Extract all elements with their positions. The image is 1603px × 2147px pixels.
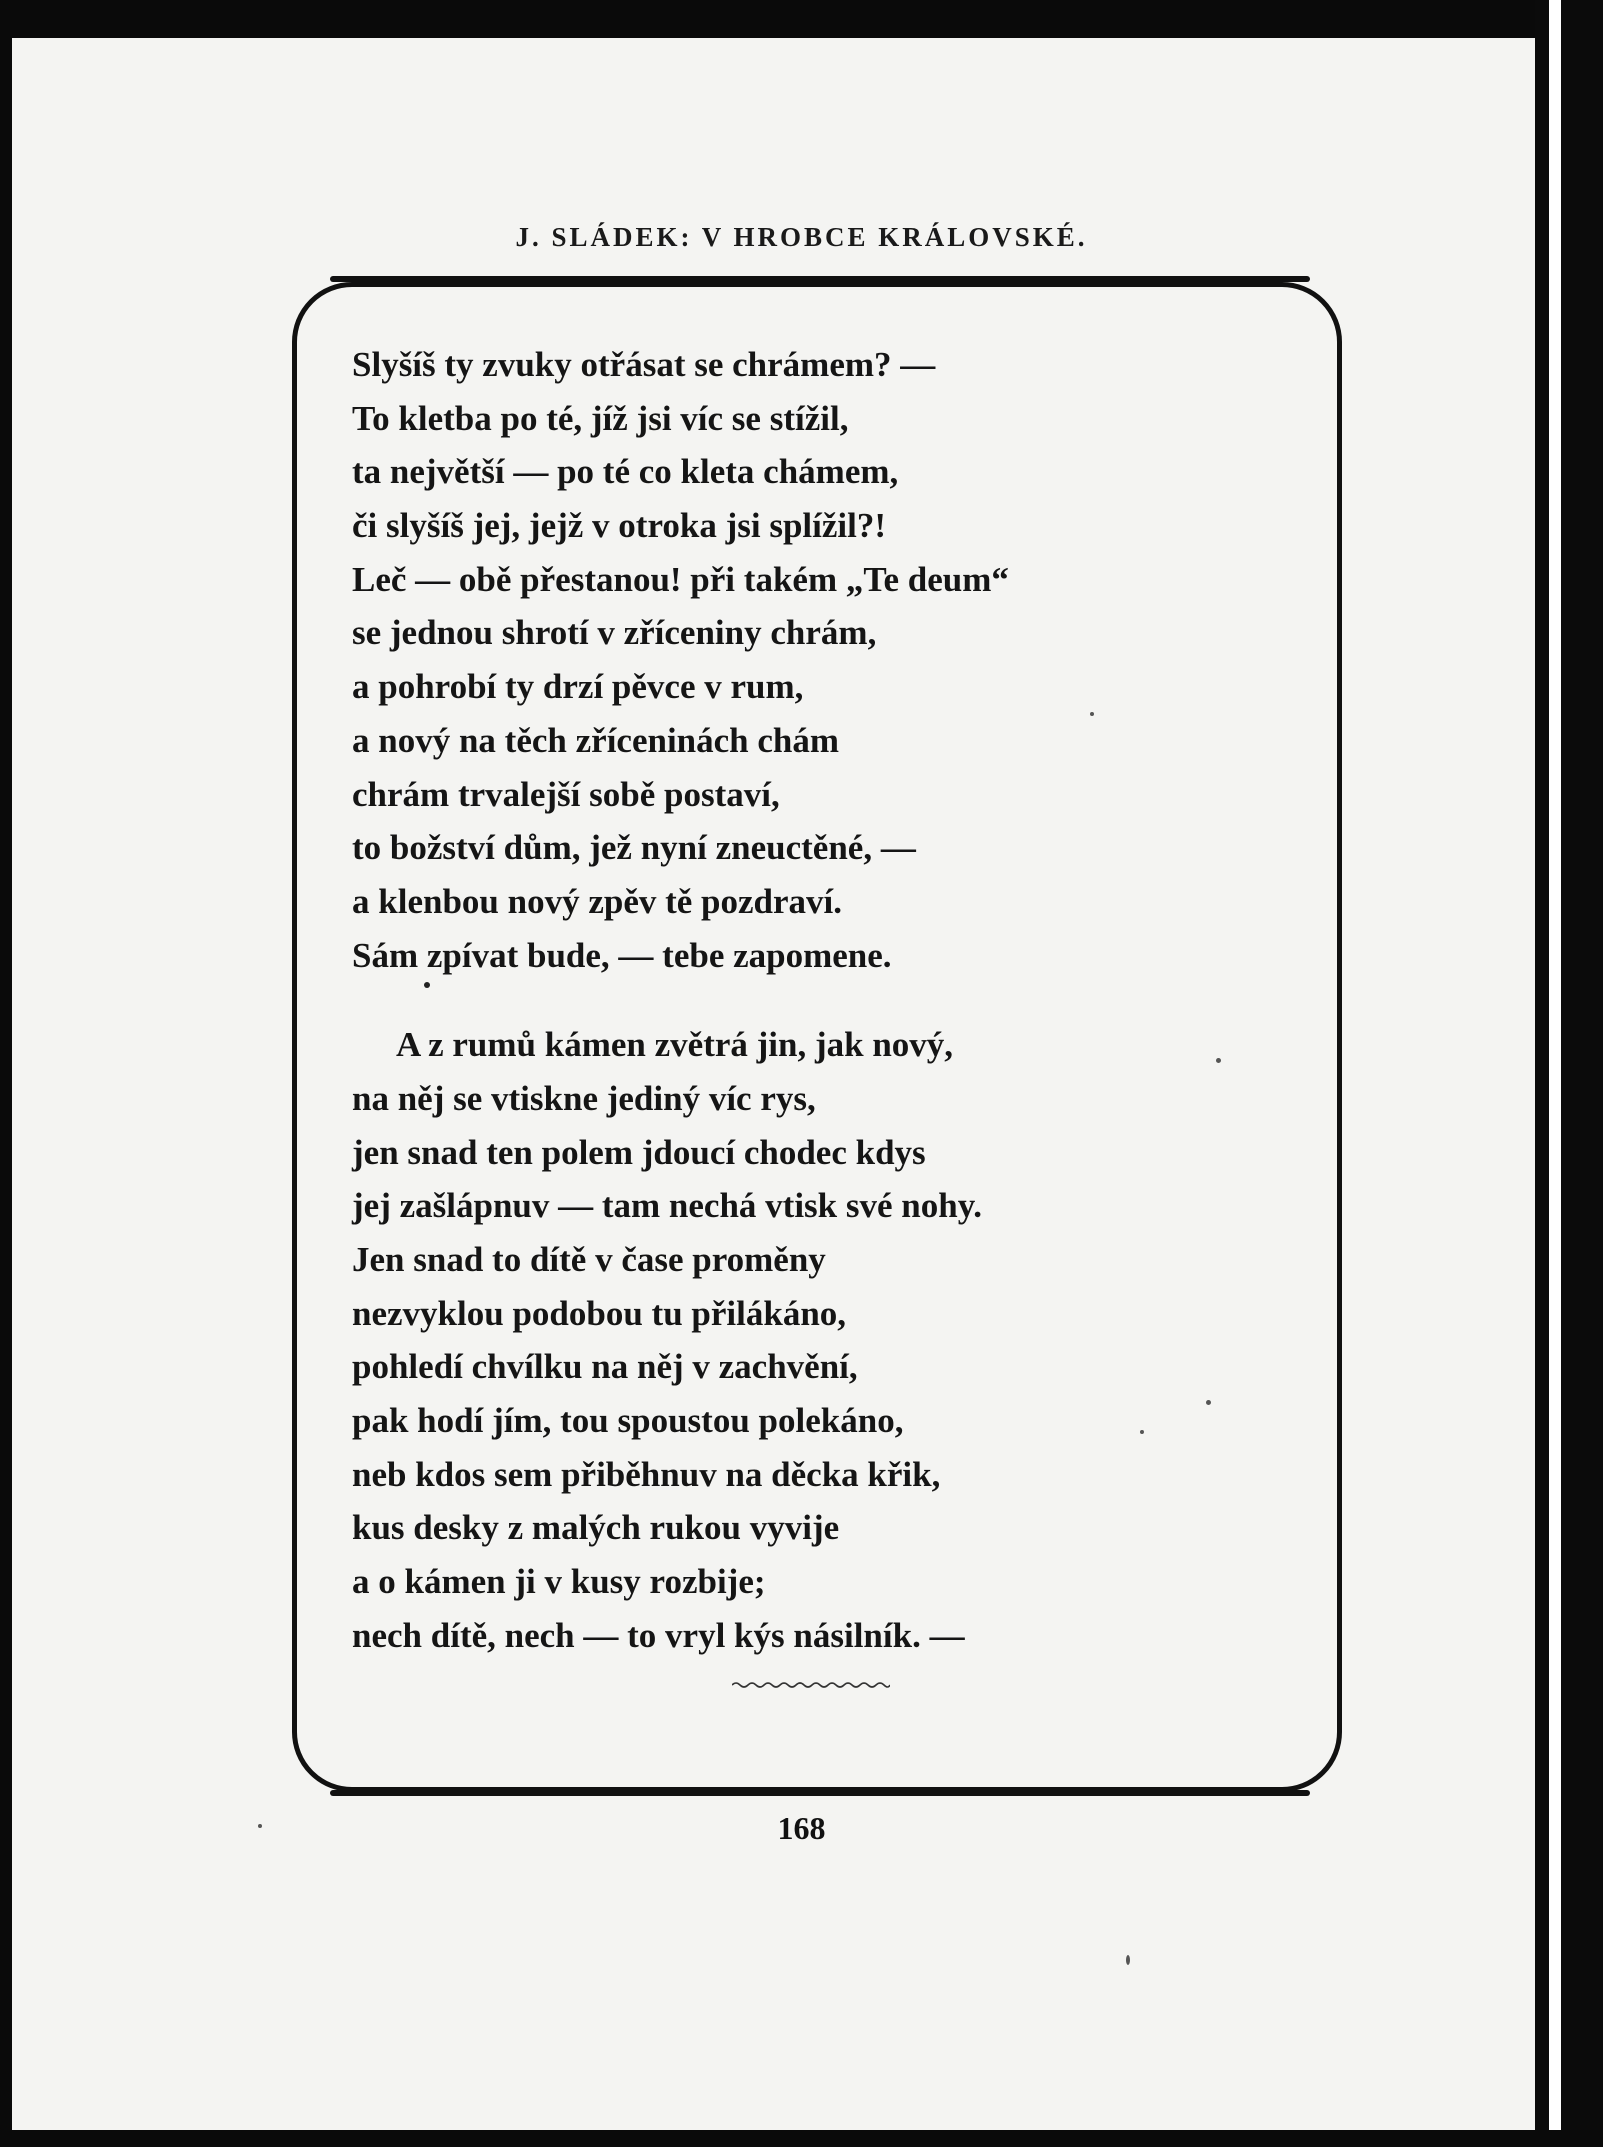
stanza-2 <box>352 1018 1232 1662</box>
poem-line: Slyšíš ty zvuky otřásat se chrámem? — <box>352 345 936 384</box>
poem-line: a klenbou nový zpěv tě pozdraví. <box>352 881 843 921</box>
poem-line: chrám trvalejší sobě postaví, <box>352 774 780 814</box>
poem-line: Leč — obě přestanou! při takém „Te deum“ <box>352 559 1009 599</box>
poem-line: to božství dům, jež nyní zneuctěné, — <box>352 828 916 868</box>
poem-line: neb kdos sem přiběhnuv na děcka křik, <box>352 1454 941 1494</box>
poem-line: se jednou shrotí v zříceniny chrám, <box>352 613 877 653</box>
poem-line: a pohrobí ty drzí pěvce v rum, <box>352 667 804 707</box>
poem-line: a nový na těch zříceninách chám <box>352 720 840 760</box>
scan-speck <box>1140 1430 1144 1434</box>
poem-line: pak hodí jím, tou spoustou polekáno, <box>352 1401 904 1441</box>
scan-speck <box>1126 1955 1130 1965</box>
poem-line: či slyšíš jej, jejž v otroka jsi splížil?! <box>352 506 886 546</box>
separator-dot <box>424 982 430 988</box>
poem-line: kus desky z malých rukou vyvije <box>352 1508 840 1548</box>
poem-line: pohledí chvílku na něj v zachvění, <box>352 1347 858 1387</box>
poem-line: jen snad ten polem jdoucí chodec kdys <box>352 1132 926 1172</box>
poem-line: To kletba po té, jíž jsi víc se stížil, <box>352 398 849 438</box>
page-number: 168 <box>777 1810 826 1846</box>
scan-speck <box>258 1824 262 1828</box>
poem-line: ta největší — po té co kleta chámem, <box>352 452 899 492</box>
running-title: J. SLÁDEK: V HROBCE KRÁLOVSKÉ. <box>515 222 1088 252</box>
scan-edge-bottom <box>0 2130 1603 2147</box>
poem-line: Jen snad to dítě v čase proměny <box>352 1240 826 1279</box>
scan-speck <box>1216 1058 1221 1063</box>
poem-line: nech dítě, nech — to vryl kýs násilník. — <box>352 1615 965 1655</box>
poem-line: nezvyklou podobou tu přilákáno, <box>352 1293 847 1333</box>
poem-line: na něj se vtiskne jediný víc rys, <box>352 1078 816 1118</box>
stanza-separator <box>352 982 1232 1018</box>
scan-speck <box>1090 712 1094 716</box>
poem-line: a o kámen ji v kusy rozbije; <box>352 1562 766 1602</box>
poem-line: A z rumů kámen zvětrá jin, jak nový, <box>396 1025 954 1065</box>
stanza-1 <box>352 338 1232 982</box>
scan-edge-top <box>0 0 1603 38</box>
wavy-ornament <box>732 1680 890 1690</box>
poem-body <box>352 338 1232 1663</box>
scan-speck <box>1206 1400 1211 1405</box>
poem-line: Sám zpívat bude, — tebe zapomene. <box>352 935 892 975</box>
frame-bottom-rule <box>330 1790 1310 1796</box>
poem-line: jej zašlápnuv — tam nechá vtisk své nohy. <box>352 1186 983 1226</box>
